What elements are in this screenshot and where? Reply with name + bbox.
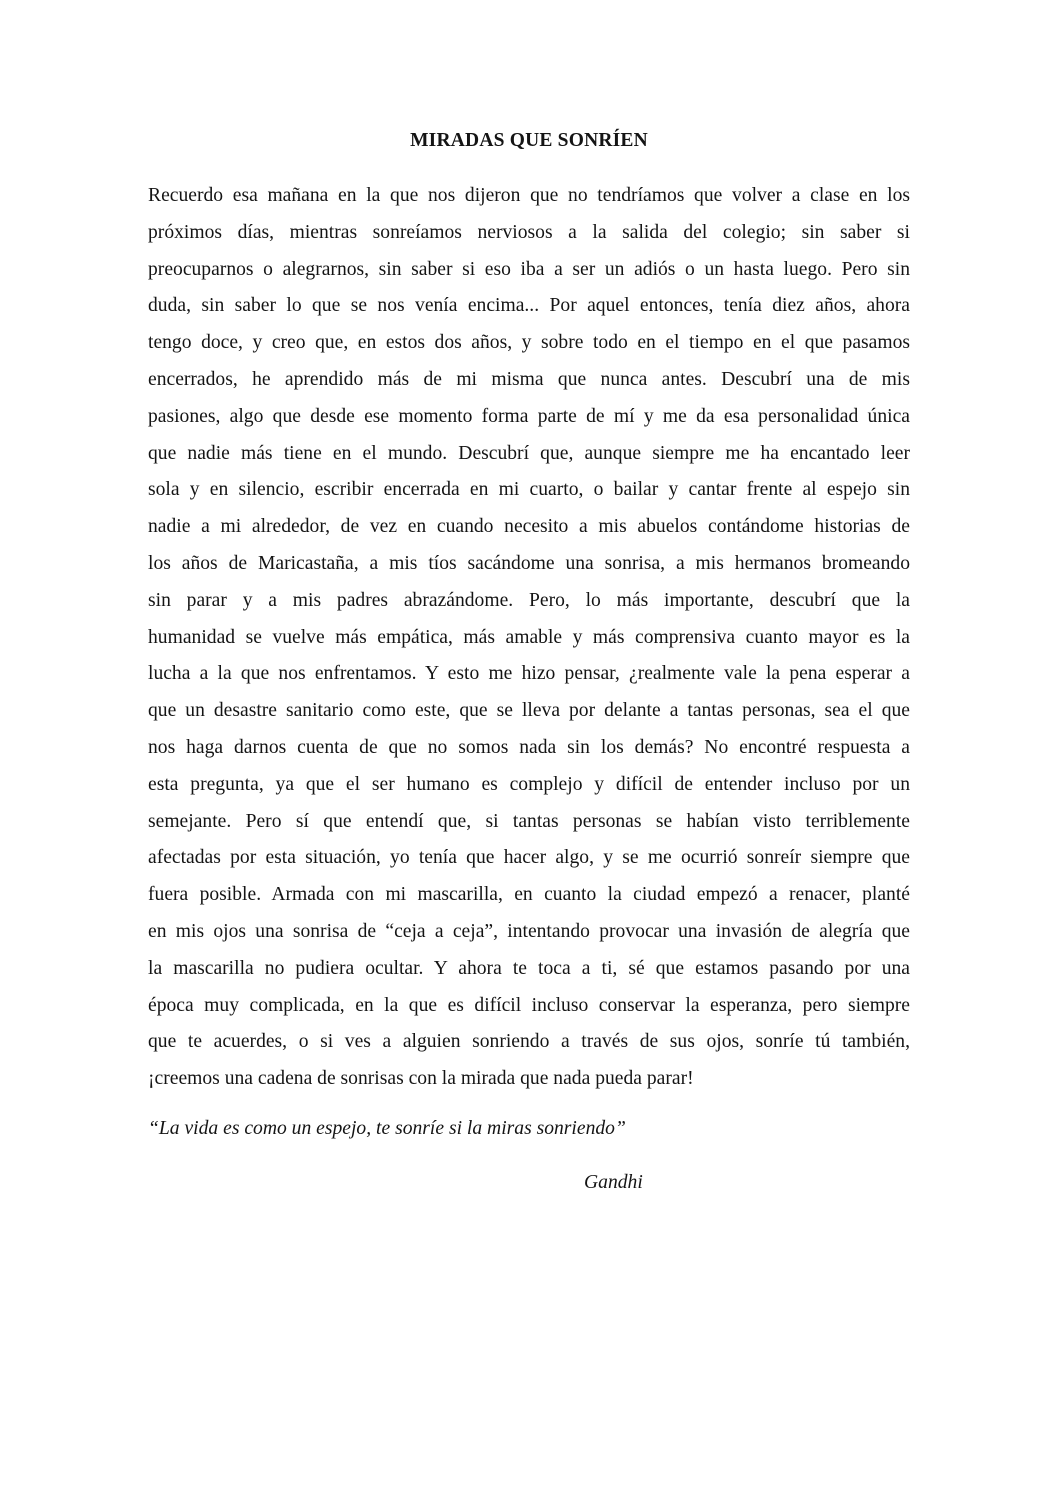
body-line: sola y en silencio, escribir encerrada en mi cuarto, o bailar y cantar frente al espejo sin bbox=[148, 479, 910, 501]
body-line: preocuparnos o alegrarnos, sin saber si eso iba a ser un adiós o un hasta luego. Pero sin bbox=[148, 258, 910, 280]
document-title: MIRADAS QUE SONRÍEN bbox=[410, 130, 648, 151]
quote-author: Gandhi bbox=[584, 1172, 643, 1193]
body-line: época muy complicada, en la que es difícil incluso conservar la esperanza, pero siempre bbox=[148, 994, 910, 1016]
body-line: Recuerdo esa mañana en la que nos dijeron que no tendríamos que volver a clase en los bbox=[148, 185, 910, 206]
body-line: los años de Maricastaña, a mis tíos sacándome una sonrisa, a mis hermanos bromeando bbox=[148, 552, 910, 574]
body-line: que te acuerdes, o si ves a alguien sonriendo a través de sus ojos, sonríe tú también, bbox=[148, 1031, 910, 1053]
body-line: sin parar y a mis padres abrazándome. Pero, lo más importante, descubrí que la bbox=[148, 589, 910, 611]
closing-quote: “La vida es como un espejo, te sonríe si la miras sonriendo” bbox=[148, 1118, 626, 1139]
body-line: nos haga darnos cuenta de que no somos nada sin los demás? No encontré respuesta a bbox=[148, 736, 910, 758]
body-line: próximos días, mientras sonreíamos nerviosos a la salida del colegio; sin saber si bbox=[148, 221, 910, 243]
body-line: en mis ojos una sonrisa de “ceja a ceja”, intentando provocar una invasión de alegría que bbox=[148, 920, 910, 942]
body-line: fuera posible. Armada con mi mascarilla, en cuanto la ciudad empezó a renacer, planté bbox=[148, 884, 910, 906]
body-line: tengo doce, y creo que, en estos dos años, y sobre todo en el tiempo en el que pasamos bbox=[148, 332, 910, 354]
body-line: ¡creemos una cadena de sonrisas con la mirada que nada pueda parar! bbox=[148, 1068, 694, 1090]
body-line: la mascarilla no pudiera ocultar. Y ahora te toca a ti, sé que estamos pasando por una bbox=[148, 957, 910, 979]
body-line: semejante. Pero sí que entendí que, si tantas personas se habían visto terriblemente bbox=[148, 810, 910, 832]
body-line: encerrados, he aprendido más de mi misma que nunca antes. Descubrí una de mis bbox=[148, 368, 910, 390]
body-line: humanidad se vuelve más empática, más amable y más comprensiva cuanto mayor es la bbox=[148, 626, 910, 648]
body-line: lucha a la que nos enfrentamos. Y esto me hizo pensar, ¿realmente vale la pena esperar a bbox=[148, 663, 910, 685]
body-line: afectadas por esta situación, yo tenía que hacer algo, y se me ocurrió sonreír siempre que bbox=[148, 847, 910, 869]
body-line: que un desastre sanitario como este, que se lleva por delante a tantas personas, sea el que bbox=[148, 700, 910, 722]
body-line: que nadie más tiene en el mundo. Descubrí que, aunque siempre me ha encantado leer bbox=[148, 442, 910, 464]
body-line: duda, sin saber lo que se nos venía encima... Por aquel entonces, tenía diez años, ahora bbox=[148, 295, 910, 317]
body-line: pasiones, algo que desde ese momento forma parte de mí y me da esa personalidad única bbox=[148, 405, 910, 427]
document-body bbox=[148, 178, 910, 1098]
body-line: esta pregunta, ya que el ser humano es complejo y difícil de entender incluso por un bbox=[148, 773, 910, 795]
body-line: nadie a mi alrededor, de vez en cuando necesito a mis abuelos contándome historias de bbox=[148, 516, 910, 538]
